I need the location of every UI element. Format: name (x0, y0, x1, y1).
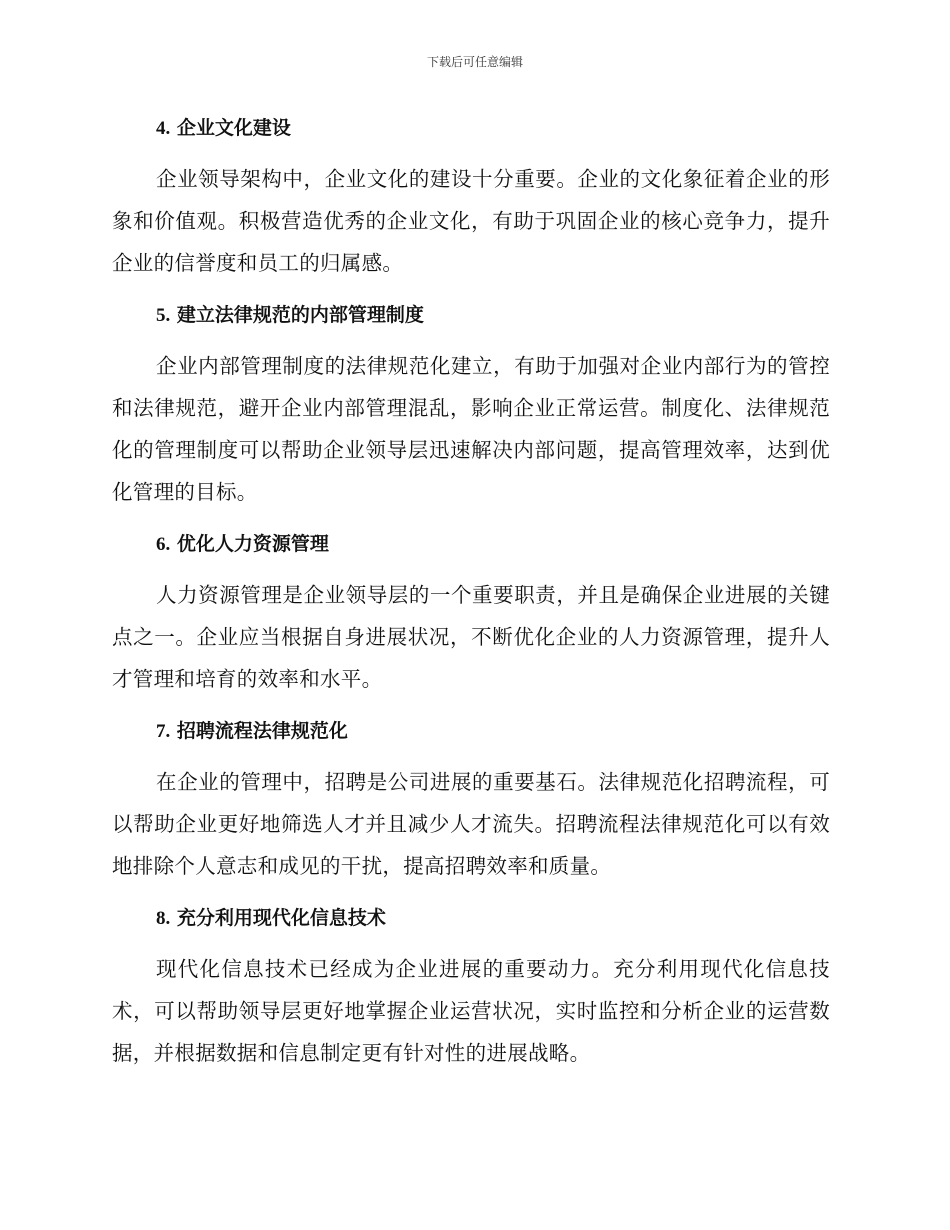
section-paragraph: 人力资源管理是企业领导层的一个重要职责，并且是确保企业进展的关键点之一。企业应当根据自身进展状况，不断优化企业的人力资源管理，提升人才管理和培育的效率和水平。 (112, 583, 830, 691)
section-number: 8. (156, 908, 171, 929)
page-header-note: 下载后可任意编辑 (426, 55, 523, 69)
section-paragraph: 企业领导架构中，企业文化的建设十分重要。企业的文化象征着企业的形象和价值观。积极营造优秀的企业文化，有助于巩固企业的核心竞争力，提升企业的信誉度和员工的归属感。 (112, 167, 830, 275)
section-heading (112, 713, 830, 750)
section-title: 招聘流程法律规范化 (176, 720, 348, 742)
section-8 (112, 900, 830, 1074)
section-number: 6. (156, 534, 171, 555)
section-number: 5. (156, 305, 171, 326)
section-5 (112, 297, 830, 513)
section-title: 充分利用现代化信息技术 (176, 907, 386, 929)
document-body (112, 110, 830, 1087)
section-7 (112, 713, 830, 887)
section-6 (112, 526, 830, 700)
section-number: 4. (156, 118, 171, 139)
section-heading (112, 526, 830, 563)
section-title: 建立法律规范的内部管理制度 (176, 304, 424, 326)
section-title: 优化人力资源管理 (176, 533, 329, 555)
section-number: 7. (156, 721, 171, 742)
section-title: 企业文化建设 (176, 117, 291, 139)
section-heading (112, 110, 830, 147)
section-paragraph: 现代化信息技术已经成为企业进展的重要动力。充分利用现代化信息技术，可以帮助领导层更好地掌握企业运营状况，实时监控和分析企业的运营数据，并根据数据和信息制定更有针对性的进展战略。 (112, 957, 830, 1065)
section-heading (112, 900, 830, 937)
section-paragraph: 在企业的管理中，招聘是公司进展的重要基石。法律规范化招聘流程，可以帮助企业更好地筛选人才并且减少人才流失。招聘流程法律规范化可以有效地排除个人意志和成见的干扰，提高招聘效率和质量。 (112, 770, 830, 878)
section-paragraph: 企业内部管理制度的法律规范化建立，有助于加强对企业内部行为的管控和法律规范，避开企业内部管理混乱，影响企业正常运营。制度化、法律规范化的管理制度可以帮助企业领导层迅速解决内部问题，提高管理效率，达到优化管理的目标。 (112, 354, 830, 504)
section-4 (112, 110, 830, 284)
section-heading (112, 297, 830, 334)
